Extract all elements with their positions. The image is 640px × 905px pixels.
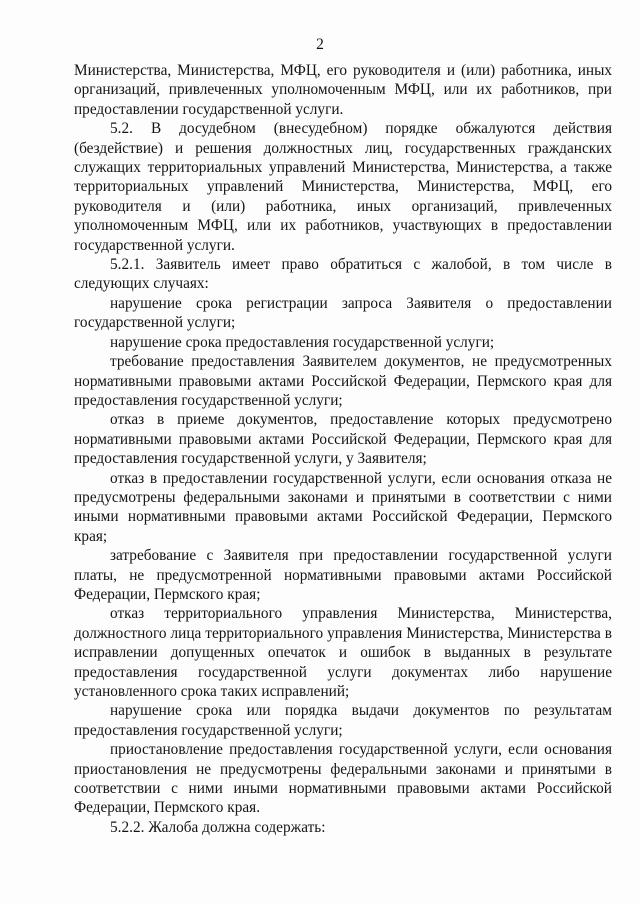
list-item-suspension: приостановление предоставления государственной услуги, если основания приостановления не предусмотрены федеральными законами и принятыми в соответствии с ними иными нормативными правовыми актами Российской Федерации, Пермского края.	[74, 741, 612, 817]
list-item-refusal-acceptance: отказ в приеме документов, предоставление которых предусмотрено нормативными правовыми актами Российской Федерации, Пермского края для предоставления государственной услуги, у Заявителя;	[74, 411, 612, 468]
list-item-issuance-violation: нарушение срока или порядка выдачи документов по результатам предоставления государственной услуги;	[74, 702, 612, 739]
paragraph-5-2: 5.2. В досудебном (внесудебном) порядке обжалуются действия (бездействие) и решения должностных лиц, государственных гражданских служащих территориальных управлений Министерства, Министерства, а также территориальных управлений Министерства, Министерства, МФЦ, его руководителя и (или) работника, иных организаций, привлеченных уполномоченным МФЦ, или их работников, участвующих в предоставлении государственной услуги.	[74, 120, 612, 254]
list-item-registration-deadline: нарушение срока регистрации запроса Заявителя о предоставлении государственной услуги;	[74, 294, 612, 332]
paragraph-continuation: Министерства, Министерства, МФЦ, его руководителя и (или) работника, иных организаций, привлеченных уполномоченным МФЦ, или их работников, при предоставлении государственной услуги.	[74, 62, 612, 118]
list-item-extra-documents: требование предоставления Заявителем документов, не предусмотренных нормативными правовыми актами Российской Федерации, Пермского края для предоставления государственной услуги;	[74, 353, 612, 409]
page-number: 2	[316, 36, 324, 53]
list-item-refusal-correction: отказ территориального управления Министерства, Министерства, должностного лица территориального управления Министерства, Министерства в исправлении допущенных опечаток и ошибок в выданных в результате предоставления государственной услуги документах либо нарушение установленного срока таких исправлений;	[74, 605, 612, 700]
paragraph-5-2-1: 5.2.1. Заявитель имеет право обратиться с жалобой, в том числе в следующих случаях:	[74, 256, 612, 293]
list-item-fee-demand: затребование с Заявителя при предоставлении государственной услуги платы, не предусмотренной нормативными правовыми актами Российской Федерации, Пермского края;	[74, 547, 612, 603]
paragraph-5-2-2: 5.2.2. Жалоба должна содержать:	[110, 818, 326, 836]
document-body	[74, 61, 612, 837]
list-item-refusal-service: отказ в предоставлении государственной услуги, если основания отказа не предусмотрены федеральными законами и принятыми в соответствии с ними иными нормативными правовыми актами Российской Федерации, Пермского края;	[74, 469, 612, 545]
list-item-service-deadline: нарушение срока предоставления государственной услуги;	[110, 333, 495, 351]
